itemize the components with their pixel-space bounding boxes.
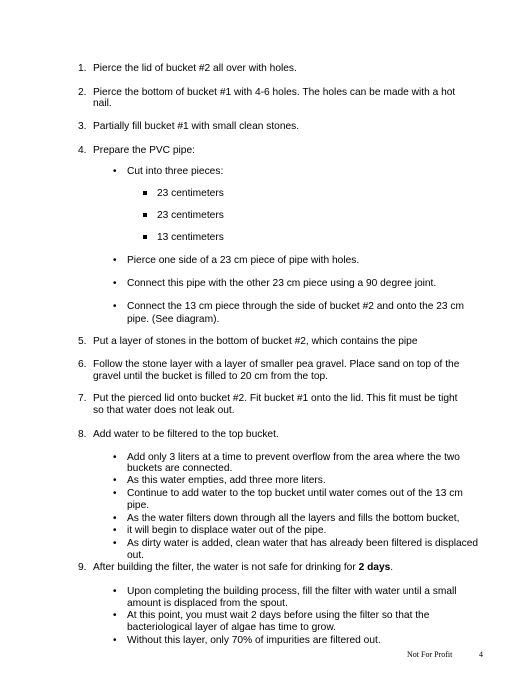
bullet-text: As this water empties, add three more liters. (127, 475, 326, 486)
piece-length: 23 centimeters (157, 210, 224, 221)
step-text: Follow the stone layer with a layer of smaller pea gravel. Place sand on top of the (93, 359, 460, 370)
step-text: gravel until the bucket is filled to 20 cm from the top. (93, 371, 328, 382)
bullet-text: bacteriological layer of algae has time to grow. (127, 622, 336, 633)
bullet-text: Without this layer, only 70% of impurities are filtered out. (127, 635, 381, 646)
step-text: Put the pierced lid onto bucket #2. Fit bucket #1 onto the lid. This fit must be tight (93, 393, 458, 404)
bullet-text: Add only 3 liters at a time to prevent overflow from the area where the two (127, 452, 460, 463)
step-number: 7. (78, 393, 87, 404)
bullet-text: Continue to add water to the top bucket until water comes out of the 13 cm (127, 488, 463, 499)
bullet-text: pipe. (127, 500, 150, 511)
bullet-text: buckets are connected. (127, 463, 233, 474)
step-text: Prepare the PVC pipe: (93, 145, 195, 156)
step-number: 1. (78, 63, 87, 74)
bullet-icon: • (113, 525, 117, 536)
bullet-icon: • (113, 166, 117, 177)
step-text (93, 561, 393, 574)
bullet-icon: • (113, 586, 117, 597)
bullet-icon: • (113, 635, 117, 646)
piece-length: 23 centimeters (157, 188, 224, 199)
bullet-icon: • (113, 475, 117, 486)
bullet-text: Pierce one side of a 23 cm piece of pipe with holes. (127, 255, 360, 266)
bullet-text: Upon completing the building process, fill the filter with water until a small (127, 586, 457, 597)
square-bullet-icon (143, 235, 147, 239)
bullet-icon: • (113, 610, 117, 621)
step-text: so that water does not leak out. (93, 405, 235, 416)
step-number: 6. (78, 359, 87, 370)
step-text: Pierce the bottom of bucket #1 with 4-6 holes. The holes can be made with a hot (93, 87, 456, 98)
bullet-text: it will begin to displace water out of the pipe. (127, 525, 327, 536)
step-number: 5. (78, 336, 87, 347)
bullet-icon: • (113, 278, 117, 289)
bullet-text: As the water filters down through all the layers and fills the bottom bucket, (127, 513, 460, 524)
square-bullet-icon (143, 213, 147, 217)
bullet-icon: • (113, 301, 117, 312)
bullet-text: As dirty water is added, clean water that has already been filtered is displaced (127, 538, 479, 549)
step-text: Put a layer of stones in the bottom of bucket #2, which contains the pipe (93, 336, 418, 347)
bullet-text: Connect this pipe with the other 23 cm piece using a 90 degree joint. (127, 278, 437, 289)
piece-length: 13 centimeters (157, 232, 224, 243)
bullet-icon: • (113, 488, 117, 499)
bullet-text: At this point, you must wait 2 days before using the filter so that the (127, 610, 430, 621)
step-text-pre: After building the filter, the water is not safe for drinking for (93, 562, 359, 573)
step-number: 3. (78, 121, 87, 132)
step-text: Pierce the lid of bucket #2 all over with holes. (93, 63, 297, 74)
step-text: Add water to be filtered to the top bucket. (93, 429, 279, 440)
step-number: 9. (78, 562, 87, 573)
bullet-icon: • (113, 452, 117, 463)
bullet-text: pipe. (See diagram). (127, 314, 220, 325)
bullet-text: Connect the 13 cm piece through the side of bucket #2 and onto the 23 cm (127, 301, 464, 312)
step-text: Partially fill bucket #1 with small clean stones. (93, 121, 300, 132)
bullet-text: amount is displaced from the spout. (127, 598, 288, 609)
step-text-post: . (390, 562, 394, 573)
step-number: 8. (78, 429, 87, 440)
square-bullet-icon (143, 191, 147, 195)
step-number: 2. (78, 87, 87, 98)
step-number: 4. (78, 145, 87, 156)
bullet-icon: • (113, 538, 117, 549)
step-text: nail. (93, 98, 112, 109)
page-number: 4 (479, 650, 483, 659)
bullet-icon: • (113, 513, 117, 524)
bullet-icon: • (113, 255, 117, 266)
step-text-bold: 2 days (358, 562, 391, 573)
bullet-text: out. (127, 550, 144, 561)
bullet-text: Cut into three pieces: (127, 166, 224, 177)
footer-text: Not For Profit (407, 650, 453, 659)
